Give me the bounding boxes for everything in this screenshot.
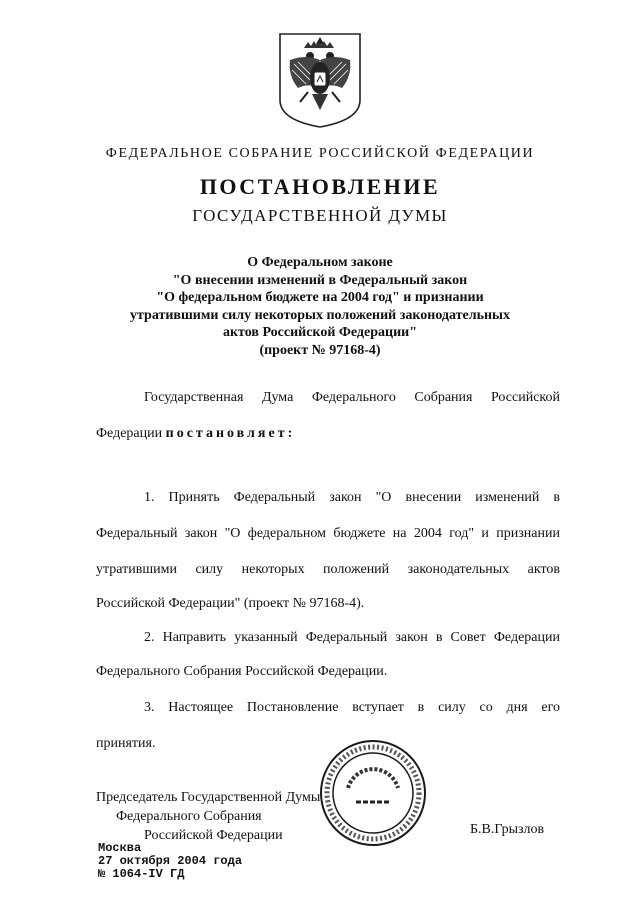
item-2-line: Федерального Собрания Российской Федерации.: [96, 664, 388, 679]
item-1-line: Федеральный закон "О федеральном бюджете на 2004 год" и признании: [96, 526, 560, 541]
subject-line: "О федеральном бюджете на 2004 год" и признании: [156, 290, 484, 305]
intro-paragraph: [96, 390, 560, 406]
russian-coat-of-arms-icon: [276, 30, 364, 130]
intro-verb: постановляет:: [165, 426, 296, 441]
item-1-line: 1. Принять Федеральный закон "О внесении изменений в: [144, 490, 560, 505]
signatory-name: Б.В.Грызлов: [470, 822, 545, 837]
position-line: Председатель Государственной Думы: [96, 790, 321, 805]
intro-line: Федерации: [96, 426, 163, 441]
organization-name: ФЕДЕРАЛЬНОЕ СОБРАНИЕ РОССИЙСКОЙ ФЕДЕРАЦИИ: [105, 146, 535, 161]
item-3-line: принятия.: [96, 736, 156, 751]
document-subject: [0, 254, 640, 359]
item-3-line: 3. Настоящее Постановление вступает в силу со дня его: [144, 700, 560, 715]
document-title: ПОСТАНОВЛЕНИЕ: [199, 174, 441, 199]
intro-line: Государственная Дума Федерального Собрания Российской: [144, 390, 560, 405]
intro-second-line: [96, 426, 560, 442]
official-round-stamp-icon: [318, 738, 428, 848]
subject-line: утратившими силу некоторых положений законодательных: [130, 307, 510, 323]
subject-line: "О внесении изменений в Федеральный закон: [172, 272, 468, 288]
position-line: Федерального Собрания: [116, 809, 262, 824]
position-line: Российской Федерации: [144, 828, 283, 843]
item-1-line: утратившими силу некоторых положений законодательных актов: [96, 562, 560, 577]
signatory-position: [96, 788, 320, 845]
footer-date: 27 октября 2004 года: [98, 854, 243, 868]
document-subtitle: ГОСУДАРСТВЕННОЙ ДУМЫ: [192, 206, 448, 225]
footer-number: № 1064-IV ГД: [98, 867, 185, 881]
item-2-line: 2. Направить указанный Федеральный закон в Совет Федерации: [144, 630, 560, 645]
subject-line: актов Российской Федерации": [222, 325, 417, 340]
document-footer: [98, 842, 242, 881]
item-1-line: Российской Федерации" (проект № 97168-4).: [96, 596, 365, 611]
footer-city: Москва: [98, 841, 142, 855]
subject-line: О Федеральном законе: [247, 255, 393, 270]
subject-line: (проект № 97168-4): [259, 342, 381, 358]
